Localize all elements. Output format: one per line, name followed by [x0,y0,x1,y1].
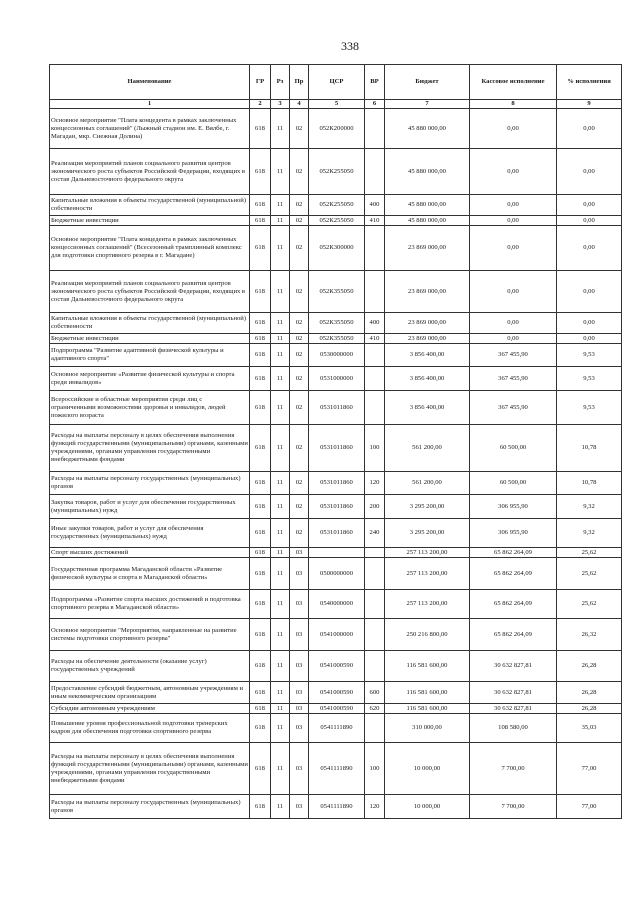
cell-name: Бюджетные инвестиции [50,216,250,226]
cell-kassa: 60 500,00 [470,425,557,472]
cell-pr: 02 [290,195,309,216]
cell-rz: 11 [271,226,290,271]
cell-budget: 561 200,00 [385,472,470,495]
cell-percent: 25,62 [557,558,622,590]
page-number: 338 [341,39,359,53]
cell-name: Подпрограмма «Развитие спорта высших достижений и подготовка спортивного резерва в Магаданской области» [50,590,250,619]
cell-kassa: 65 862 264,09 [470,548,557,558]
cell-percent: 9,53 [557,391,622,425]
cell-csr: 0531011860 [309,391,365,425]
cell-csr: 0531011860 [309,495,365,519]
cell-kassa: 65 862 264,09 [470,558,557,590]
header-pr: Пр [290,65,309,100]
table-row [50,714,622,743]
cell-pr: 03 [290,714,309,743]
cell-percent: 26,32 [557,619,622,651]
header-budget: Бюджет [385,65,470,100]
cell-gr: 618 [250,313,271,334]
cell-rz: 11 [271,651,290,682]
cell-csr: 0531011860 [309,519,365,548]
cell-budget: 257 113 200,00 [385,548,470,558]
table-row [50,226,622,271]
column-number: 4 [290,100,309,109]
cell-gr: 618 [250,472,271,495]
cell-kassa: 7 700,00 [470,743,557,795]
column-number: 7 [385,100,470,109]
cell-csr: 0531011860 [309,472,365,495]
cell-csr: 0541000590 [309,651,365,682]
cell-vr [365,226,385,271]
table-row [50,391,622,425]
cell-name: Расходы на обеспечение деятельности (оказание услуг) государственных учреждений [50,651,250,682]
cell-budget: 561 200,00 [385,425,470,472]
cell-gr: 618 [250,519,271,548]
cell-kassa: 367 455,90 [470,344,557,367]
column-number: 1 [50,100,250,109]
cell-name: Спорт высших достижений [50,548,250,558]
cell-vr [365,651,385,682]
table-row [50,519,622,548]
cell-rz: 11 [271,619,290,651]
cell-name: Основное мероприятие "Мероприятия, направленные на развитие системы подготовки спортивного резерва" [50,619,250,651]
cell-pr: 03 [290,795,309,819]
cell-rz: 11 [271,682,290,704]
cell-vr [365,391,385,425]
column-number-row [50,100,622,109]
cell-gr: 618 [250,704,271,714]
cell-vr: 400 [365,195,385,216]
cell-pr: 02 [290,519,309,548]
cell-vr: 240 [365,519,385,548]
cell-rz: 11 [271,367,290,391]
cell-kassa: 367 455,90 [470,391,557,425]
cell-gr: 618 [250,271,271,313]
cell-rz: 11 [271,714,290,743]
cell-pr: 02 [290,367,309,391]
cell-percent: 0,00 [557,149,622,195]
cell-percent: 0,00 [557,271,622,313]
cell-name: Всероссийские и областные мероприятия среди лиц с ограниченными возможностями здоровья и инвалидов, людей пожилого возраста [50,391,250,425]
cell-pr: 02 [290,216,309,226]
cell-rz: 11 [271,391,290,425]
cell-pr: 03 [290,548,309,558]
cell-csr: 0541111890 [309,743,365,795]
cell-budget: 116 581 600,00 [385,651,470,682]
header-row [50,65,622,100]
cell-kassa: 30 632 827,81 [470,651,557,682]
cell-name: Закупка товаров, работ и услуг для обеспечения государственных (муниципальных) нужд [50,495,250,519]
cell-budget: 3 856 400,00 [385,391,470,425]
cell-vr: 600 [365,682,385,704]
cell-csr: 0540000000 [309,590,365,619]
cell-name: Расходы на выплаты персоналу государственных (муниципальных) органов [50,472,250,495]
cell-vr [365,271,385,313]
cell-rz: 11 [271,495,290,519]
cell-gr: 618 [250,109,271,149]
cell-vr [365,714,385,743]
cell-gr: 618 [250,590,271,619]
cell-csr: 052К255050 [309,216,365,226]
cell-percent: 9,53 [557,367,622,391]
cell-percent: 25,62 [557,590,622,619]
cell-rz: 11 [271,271,290,313]
cell-budget: 23 869 000,00 [385,313,470,334]
table-row [50,367,622,391]
cell-gr: 618 [250,495,271,519]
cell-name: Основное мероприятие "Плата концедента в рамках заключенных концессионных соглашений" (Лыжный стадион им. Е. Вялбе, г. Магадан, мкр. Снежная Долина) [50,109,250,149]
table-row [50,109,622,149]
cell-name: Бюджетные инвестиции [50,334,250,344]
cell-budget: 45 880 000,00 [385,216,470,226]
cell-kassa: 0,00 [470,271,557,313]
cell-csr: 052К200000 [309,109,365,149]
cell-gr: 618 [250,391,271,425]
cell-pr: 03 [290,704,309,714]
cell-budget: 116 581 600,00 [385,682,470,704]
cell-budget: 257 113 200,00 [385,558,470,590]
cell-vr: 410 [365,216,385,226]
cell-csr: 0541111890 [309,714,365,743]
cell-budget: 23 869 000,00 [385,271,470,313]
cell-pr: 03 [290,558,309,590]
cell-percent: 0,00 [557,334,622,344]
cell-vr [365,109,385,149]
cell-pr: 03 [290,619,309,651]
header-vr: ВР [365,65,385,100]
table-row [50,195,622,216]
header-name: Наименование [50,65,250,100]
cell-budget: 10 000,00 [385,743,470,795]
cell-name: Подпрограмма "Развитие адаптивной физической культуры и адаптивного спорта" [50,344,250,367]
cell-kassa: 0,00 [470,334,557,344]
table-row [50,271,622,313]
cell-budget: 3 856 400,00 [385,344,470,367]
cell-rz: 11 [271,109,290,149]
cell-kassa: 0,00 [470,226,557,271]
cell-csr: 052К300000 [309,226,365,271]
cell-rz: 11 [271,590,290,619]
cell-pr: 02 [290,313,309,334]
cell-rz: 11 [271,313,290,334]
cell-percent: 35,03 [557,714,622,743]
cell-budget: 310 000,00 [385,714,470,743]
header-gr: ГР [250,65,271,100]
column-number: 9 [557,100,622,109]
cell-budget: 45 880 000,00 [385,109,470,149]
cell-pr: 02 [290,344,309,367]
cell-vr: 120 [365,472,385,495]
cell-gr: 618 [250,795,271,819]
cell-vr [365,619,385,651]
cell-gr: 618 [250,216,271,226]
cell-rz: 11 [271,548,290,558]
column-number: 8 [470,100,557,109]
cell-percent: 9,53 [557,344,622,367]
table-row [50,313,622,334]
column-number: 2 [250,100,271,109]
cell-name: Иные закупки товаров, работ и услуг для обеспечения государственных (муниципальных) нужд [50,519,250,548]
cell-name: Расходы на выплаты персоналу в целях обеспечения выполнения функций государственными (муниципальными) органами, казенными учреждениями, органами управления государственными внебюджетными фондами [50,425,250,472]
cell-rz: 11 [271,558,290,590]
cell-name: Капитальные вложения в объекты государственной (муниципальной) собственности [50,195,250,216]
cell-csr: 0500000000 [309,558,365,590]
cell-gr: 618 [250,344,271,367]
cell-percent: 0,00 [557,313,622,334]
table-row [50,651,622,682]
cell-percent: 9,32 [557,495,622,519]
cell-vr [365,590,385,619]
cell-pr: 03 [290,682,309,704]
cell-percent: 77,00 [557,795,622,819]
cell-budget: 23 869 000,00 [385,334,470,344]
cell-pr: 02 [290,391,309,425]
cell-gr: 618 [250,714,271,743]
cell-kassa: 108 580,00 [470,714,557,743]
cell-gr: 618 [250,195,271,216]
cell-budget: 10 000,00 [385,795,470,819]
cell-vr: 620 [365,704,385,714]
cell-name: Капитальные вложения в объекты государственной (муниципальной) собственности [50,313,250,334]
budget-table [49,64,622,819]
cell-vr [365,149,385,195]
cell-vr: 120 [365,795,385,819]
cell-gr: 618 [250,682,271,704]
cell-name: Основное мероприятие "Плата концедента в рамках заключенных концессионных соглашений" (Всесезонный трамплинный комплекс для подготовки спортивного резерва в г. Магадане) [50,226,250,271]
table-row [50,704,622,714]
table-row [50,619,622,651]
cell-pr: 02 [290,149,309,195]
cell-kassa: 65 862 264,09 [470,619,557,651]
cell-csr: 0531011860 [309,425,365,472]
cell-vr: 200 [365,495,385,519]
cell-kassa: 306 955,90 [470,495,557,519]
cell-percent: 0,00 [557,109,622,149]
table-body [50,109,622,819]
cell-csr: 0541000590 [309,682,365,704]
cell-vr [365,548,385,558]
cell-rz: 11 [271,743,290,795]
cell-percent: 25,62 [557,548,622,558]
cell-pr: 02 [290,495,309,519]
table-row [50,795,622,819]
cell-name: Основное мероприятие «Развитие физической культуры и спорта среди инвалидов» [50,367,250,391]
cell-budget: 257 113 200,00 [385,590,470,619]
cell-kassa: 65 862 264,09 [470,590,557,619]
cell-budget: 250 216 800,00 [385,619,470,651]
cell-pr: 03 [290,651,309,682]
cell-kassa: 0,00 [470,313,557,334]
cell-csr [309,548,365,558]
cell-name: Предоставление субсидий бюджетным, автономным учреждениям и иным некоммерческим организациям [50,682,250,704]
cell-gr: 618 [250,619,271,651]
cell-name: Реализация мероприятий планов социального развития центров экономического роста субъектов Российской Федерации, входящих в состав Дальневосточного федерального округа [50,149,250,195]
table-row [50,682,622,704]
column-number: 5 [309,100,365,109]
cell-gr: 618 [250,334,271,344]
cell-gr: 618 [250,149,271,195]
cell-budget: 3 295 200,00 [385,495,470,519]
cell-pr: 03 [290,590,309,619]
cell-vr [365,558,385,590]
table-row [50,344,622,367]
cell-percent: 0,00 [557,195,622,216]
table-row [50,149,622,195]
cell-budget: 3 856 400,00 [385,367,470,391]
cell-percent: 10,78 [557,425,622,472]
cell-csr: 0541000590 [309,704,365,714]
cell-vr: 410 [365,334,385,344]
cell-budget: 116 581 600,00 [385,704,470,714]
cell-name: Расходы на выплаты персоналу в целях обеспечения выполнения функций государственными (муниципальными) органами, казенными учреждениями, органами управления государственными внебюджетными фондами [50,743,250,795]
cell-rz: 11 [271,472,290,495]
header-rz: Рз [271,65,290,100]
cell-pr: 02 [290,334,309,344]
cell-rz: 11 [271,195,290,216]
cell-name: Государственная программа Магаданской области «Развитие физической культуры и спорта в Магаданской области» [50,558,250,590]
cell-percent: 26,28 [557,682,622,704]
cell-csr: 052К255050 [309,195,365,216]
cell-pr: 02 [290,109,309,149]
cell-kassa: 0,00 [470,216,557,226]
cell-kassa: 0,00 [470,109,557,149]
cell-name: Повышение уровня профессиональной подготовки тренерских кадров для обеспечения подготовки спортивного резерва [50,714,250,743]
cell-budget: 45 880 000,00 [385,149,470,195]
cell-pr: 02 [290,425,309,472]
cell-gr: 618 [250,558,271,590]
cell-csr: 0541000000 [309,619,365,651]
cell-name: Расходы на выплаты персоналу государственных (муниципальных) органов [50,795,250,819]
cell-csr: 0541111890 [309,795,365,819]
cell-csr: 052К355050 [309,334,365,344]
cell-vr: 400 [365,313,385,334]
cell-rz: 11 [271,795,290,819]
cell-kassa: 367 455,90 [470,367,557,391]
cell-pr: 02 [290,226,309,271]
header-percent: % исполнения [557,65,622,100]
table-row [50,743,622,795]
table-row [50,216,622,226]
cell-kassa: 306 955,90 [470,519,557,548]
cell-kassa: 60 500,00 [470,472,557,495]
cell-percent: 0,00 [557,216,622,226]
cell-gr: 618 [250,651,271,682]
cell-csr: 0531000000 [309,367,365,391]
table-row [50,425,622,472]
table-row [50,495,622,519]
cell-gr: 618 [250,226,271,271]
cell-budget: 45 880 000,00 [385,195,470,216]
cell-csr: 0530000000 [309,344,365,367]
cell-pr: 02 [290,271,309,313]
column-number: 6 [365,100,385,109]
cell-kassa: 30 632 827,81 [470,704,557,714]
table-row [50,472,622,495]
cell-rz: 11 [271,704,290,714]
cell-rz: 11 [271,334,290,344]
cell-rz: 11 [271,149,290,195]
cell-pr: 03 [290,743,309,795]
cell-budget: 23 869 000,00 [385,226,470,271]
cell-percent: 26,28 [557,704,622,714]
cell-pr: 02 [290,472,309,495]
cell-vr [365,367,385,391]
cell-kassa: 30 632 827,81 [470,682,557,704]
cell-gr: 618 [250,743,271,795]
table-row [50,590,622,619]
cell-rz: 11 [271,519,290,548]
table-row [50,548,622,558]
cell-rz: 11 [271,425,290,472]
cell-kassa: 0,00 [470,149,557,195]
column-number: 3 [271,100,290,109]
cell-percent: 77,00 [557,743,622,795]
cell-gr: 618 [250,367,271,391]
header-kassa: Кассовое исполнение [470,65,557,100]
cell-csr: 052К355050 [309,313,365,334]
table-row [50,334,622,344]
cell-vr: 100 [365,743,385,795]
cell-vr: 100 [365,425,385,472]
cell-kassa: 0,00 [470,195,557,216]
cell-percent: 9,32 [557,519,622,548]
cell-gr: 618 [250,548,271,558]
cell-budget: 3 295 200,00 [385,519,470,548]
cell-vr [365,344,385,367]
table-row [50,558,622,590]
cell-rz: 11 [271,216,290,226]
cell-csr: 052К355050 [309,271,365,313]
cell-gr: 618 [250,425,271,472]
cell-percent: 26,28 [557,651,622,682]
header-csr: ЦСР [309,65,365,100]
cell-rz: 11 [271,344,290,367]
cell-name: Реализация мероприятий планов социального развития центров экономического роста субъектов Российской Федерации, входящих в состав Дальневосточного федерального округа [50,271,250,313]
cell-name: Субсидии автономным учреждениям [50,704,250,714]
cell-percent: 10,78 [557,472,622,495]
cell-kassa: 7 700,00 [470,795,557,819]
cell-percent: 0,00 [557,226,622,271]
cell-csr: 052К255050 [309,149,365,195]
